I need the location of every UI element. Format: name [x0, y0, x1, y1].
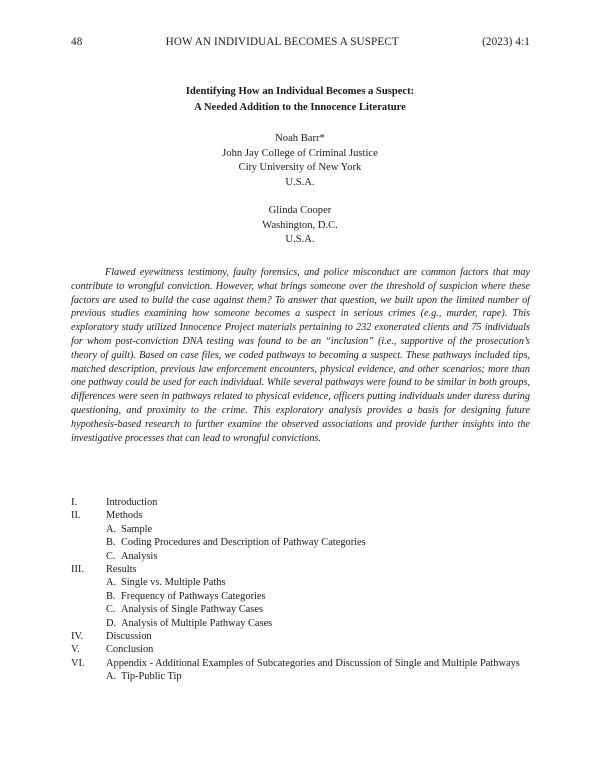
toc-subentry-letter: B.: [106, 537, 116, 549]
toc-entry-number: IV.: [71, 631, 84, 643]
toc-subentry-title: Single vs. Multiple Paths: [121, 577, 226, 589]
toc-entry-number: III.: [71, 564, 84, 576]
running-title: HOW AN INDIVIDUAL BECOMES A SUSPECT: [165, 36, 399, 48]
toc-subentry-letter: B.: [106, 590, 116, 602]
author-name: Glinda Cooper: [268, 205, 332, 216]
toc-subentry: [71, 670, 530, 683]
toc-entry-title: Introduction: [106, 497, 158, 508]
toc-subentry-letter: D.: [106, 617, 117, 629]
toc-entry: [71, 643, 530, 656]
toc-subentry-letter: A.: [106, 523, 117, 535]
toc-subentry-title: Frequency of Pathways Categories: [121, 590, 266, 602]
volume-issue: (2023) 4:1: [482, 36, 530, 48]
toc-subentry: [71, 536, 530, 549]
toc-entry: [71, 496, 530, 509]
toc-subentry-letter: C.: [106, 604, 116, 616]
author-list: [0, 132, 600, 262]
toc-subentry-title: Tip-Public Tip: [121, 671, 182, 683]
toc-subentry-title: Analysis: [121, 550, 158, 562]
toc-entry-title: Methods: [106, 510, 143, 522]
author-name: Noah Barr*: [275, 133, 325, 144]
toc-subentry-letter: C.: [106, 550, 116, 562]
author-location: Washington, D.C.: [262, 219, 338, 231]
toc-entry-title: Appendix - Additional Examples of Subcategories and Discussion of Single and Multiple Pathways: [106, 657, 520, 669]
article-title: [0, 84, 600, 116]
toc-subentry-title: Analysis of Multiple Pathway Cases: [121, 617, 273, 629]
toc-entry-number: V.: [71, 644, 80, 656]
toc-entry-number: I.: [71, 497, 78, 508]
toc-subentry: [71, 617, 530, 630]
toc-entry-title: Results: [106, 564, 137, 576]
running-header: [71, 36, 530, 48]
toc-entry: [71, 630, 530, 643]
toc-subentry-title: Analysis of Single Pathway Cases: [121, 604, 263, 616]
toc-subentry: [71, 576, 530, 589]
toc-subentry: [71, 550, 530, 563]
page-number: 48: [71, 36, 83, 48]
toc-entry: [71, 563, 530, 576]
toc-entry-number: II.: [71, 510, 81, 522]
toc-subentry-title: Coding Procedures and Description of Pathway Categories: [121, 537, 366, 549]
toc-entry: [71, 509, 530, 522]
toc-subentry-letter: A.: [106, 671, 117, 683]
author-affiliation: John Jay College of Criminal Justice: [222, 147, 378, 159]
toc-entry-number: VI.: [71, 657, 85, 669]
table-of-contents: [71, 496, 530, 684]
toc-entry-title: Discussion: [106, 631, 152, 643]
title-line-2: A Needed Addition to the Innocence Literature: [194, 102, 406, 113]
author-affiliation: City University of New York: [238, 162, 362, 173]
author-country: U.S.A.: [285, 234, 315, 245]
abstract: Flawed eyewitness testimony, faulty forensics, and police misconduct are common factors that may contribute to wrongful conviction. However, what brings someone over the threshold of suspicion where these factors are used to build the case against them? To answer that question, we built upon the limited number of previous studies examining how someone becomes a suspect in serious crimes (e.g., murder, rape). This exploratory study utilized Innocence Project materials pertaining to 232 exonerated clients and 75 individuals for whom post-conviction DNA testing was found to be an “inclusion” (i.e., supportive of the prosecution’s theory of guilt). Based on case files, we coded pathways to becoming a suspect. These pathways included tips, matched description, previous law enforcement encounters, physical evidence, and other scenarios; more than one pathway could be used for each individual. While several pathways were found to be similar in both groups, differences were seen in pathways related to physical evidence, officers putting individuals under duress during questioning, and proximity to the crime. This exploratory analysis provides a basis for designing future hypothesis-based research to further examine the observed associations and provide further insights into the investigative processes that can lead to wrongful convictions.: [71, 267, 530, 444]
toc-entry-title: Conclusion: [106, 644, 154, 656]
author-block-1: [0, 132, 600, 190]
toc-entry: [71, 657, 530, 670]
toc-subentry-title: Sample: [121, 523, 153, 535]
title-line-1: Identifying How an Individual Becomes a Suspect:: [185, 86, 415, 97]
author-country: U.S.A.: [285, 176, 315, 188]
toc-subentry-letter: A.: [106, 577, 117, 589]
toc-subentry: [71, 523, 530, 536]
author-block-2: [0, 204, 600, 248]
toc-subentry: [71, 603, 530, 616]
toc-subentry: [71, 590, 530, 603]
